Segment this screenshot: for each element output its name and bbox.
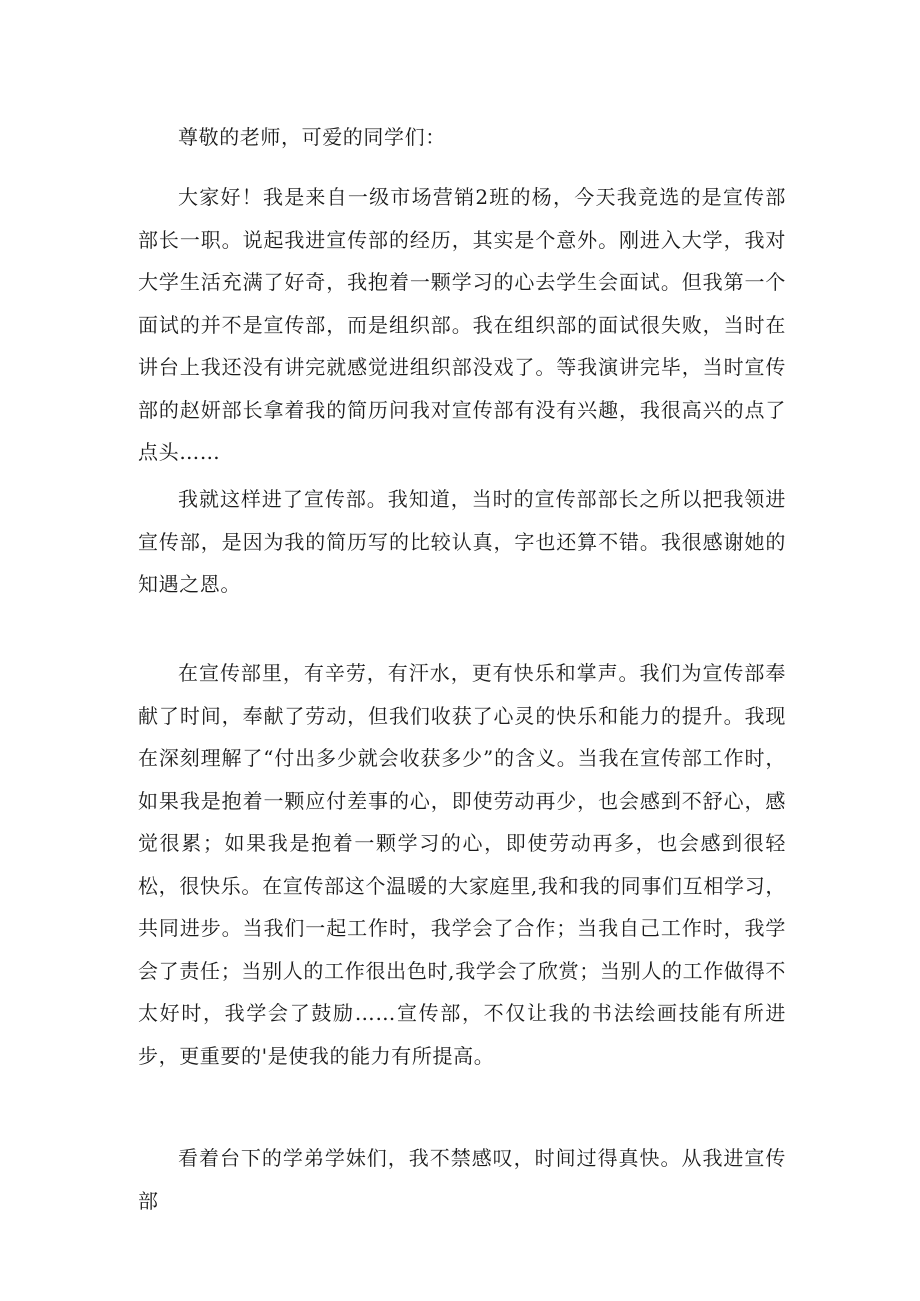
body-paragraph-1: 大家好！我是来自一级市场营销2班的杨，今天我竞选的是宣传部部长一职。说起我进宣传部的经历，其实是个意外。刚进入大学，我对大学生活充满了好奇，我抱着一颗学习的心去学生会面试。但我第一个面试的并不是宣传部，而是组织部。我在组织部的面试很失败，当时在讲台上我还没有讲完就感觉进组织部没戏了。等我演讲完毕，当时宣传部的赵妍部长拿着我的简历问我对宣传部有没有兴趣，我很高兴的点了点头…… xyxy=(138,185,786,464)
body-paragraph-3: 在宣传部里，有辛劳，有汗水，更有快乐和掌声。我们为宣传部奉献了时间，奉献了劳动，但我们收获了心灵的快乐和能力的提升。我现在深刻理解了“付出多少就会收获多少”的含义。当我在宣传部工作时，如果我是抱着一颗应付差事的心，即使劳动再少，也会感到不舒心，感觉很累；如果我是抱着一颗学习的心，即使劳动再多，也会感到很轻松，很快乐。在宣传部这个温暖的大家庭里,我和我的同事们互相学习，共同进步。当我们一起工作时，我学会了合作；当我自己工作时，我学会了责任；当别人的工作很出色时,我学会了欣赏；当别人的工作做得不太好时，我学会了鼓励……宣传部，不仅让我的书法绘画技能有所进步，更重要的'是使我的能力有所提高。 xyxy=(138,661,786,1068)
body-paragraph-2: 我就这样进了宣传部。我知道，当时的宣传部部长之所以把我领进宣传部，是因为我的简历写的比较认真，字也还算不错。我很感谢她的知遇之恩。 xyxy=(138,487,786,596)
salutation-paragraph: 尊敬的老师，可爱的同学们： xyxy=(178,125,446,149)
body-paragraph-4: 看着台下的学弟学妹们，我不禁感叹，时间过得真快。从我进宣传部 xyxy=(138,1146,786,1213)
